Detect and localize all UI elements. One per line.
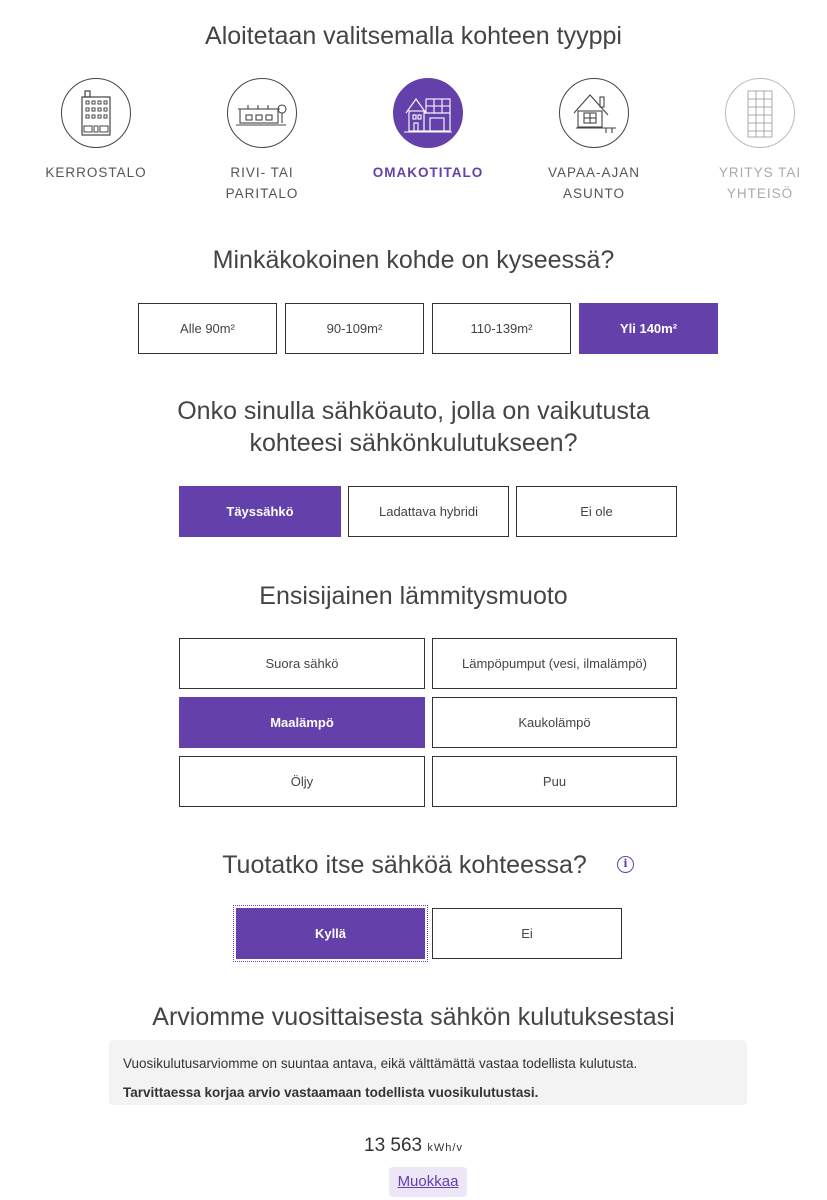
heating-option-lampopumput[interactable]: Lämpöpumput (vesi, ilmalämpö): [432, 638, 677, 689]
heating-option-kaukolampo[interactable]: Kaukolämpö: [432, 697, 677, 748]
type-label: RIVI- TAI PARITALO: [225, 165, 299, 201]
estimate-note: [109, 1040, 747, 1105]
edit-button[interactable]: Muokkaa: [389, 1167, 467, 1197]
type-label: OMAKOTITALO: [372, 165, 484, 180]
row-house-icon: [227, 78, 297, 148]
size-option-yli-140[interactable]: Yli 140m²: [579, 303, 718, 354]
estimate-heading: Arviomme vuosittaisesta sähkön kulutuksestasi: [152, 1003, 675, 1031]
type-option-omakotitalo[interactable]: [358, 78, 498, 183]
detached-house-icon: [393, 78, 463, 148]
size-option-alle-90[interactable]: Alle 90m²: [138, 303, 277, 354]
office-building-icon: [725, 78, 795, 148]
type-option-yritys[interactable]: [690, 78, 827, 204]
type-label: VAPAA-AJAN ASUNTO: [547, 165, 641, 201]
estimate-value: [0, 1135, 827, 1157]
type-label: YRITYS TAI YHTEISÖ: [718, 165, 802, 201]
info-icon[interactable]: i: [617, 856, 634, 873]
consumption-unit: kWh/v: [427, 1142, 463, 1154]
note-text: Vuosikulutusarviomme on suuntaa antava, eikä välttämättä vastaa todellista kulutusta.: [123, 1056, 638, 1071]
size-option-90-109[interactable]: 90-109m²: [285, 303, 424, 354]
ev-option-tayssahko[interactable]: Täyssähkö: [179, 486, 341, 537]
consumption-value: 13 563: [364, 1135, 423, 1156]
type-option-rivitalo[interactable]: [192, 78, 332, 204]
heating-heading: Ensisijainen lämmitysmuoto: [259, 582, 568, 610]
heating-option-puu[interactable]: Puu: [432, 756, 677, 807]
cottage-icon: [559, 78, 629, 148]
size-option-110-139[interactable]: 110-139m²: [432, 303, 571, 354]
type-option-vapaa-ajan-asunto[interactable]: [524, 78, 664, 204]
size-heading: Minkäkokoinen kohde on kyseessä?: [212, 246, 615, 274]
type-option-kerrostalo[interactable]: [26, 78, 166, 183]
apartment-building-icon: [61, 78, 131, 148]
production-option-kylla[interactable]: Kyllä: [236, 908, 425, 959]
heating-option-oljy[interactable]: Öljy: [179, 756, 425, 807]
type-label: KERROSTALO: [45, 165, 147, 180]
ev-heading: Onko sinulla sähköauto, jolla on vaikutusta kohteesi sähkönkulutukseen?: [177, 397, 650, 457]
production-option-ei[interactable]: Ei: [432, 908, 622, 959]
property-type-heading: Aloitetaan valitsemalla kohteen tyyppi: [205, 22, 622, 50]
heating-option-maalampo[interactable]: Maalämpö: [179, 697, 425, 748]
production-heading: Tuotatko itse sähköä kohteessa?: [222, 851, 587, 879]
heating-option-suora-sahko[interactable]: Suora sähkö: [179, 638, 425, 689]
ev-option-ei-ole[interactable]: Ei ole: [516, 486, 677, 537]
ev-option-hybridi[interactable]: Ladattava hybridi: [348, 486, 509, 537]
note-emphasis: Tarvittaessa korjaa arvio vastaamaan todellista vuosikulutustasi.: [123, 1085, 539, 1100]
